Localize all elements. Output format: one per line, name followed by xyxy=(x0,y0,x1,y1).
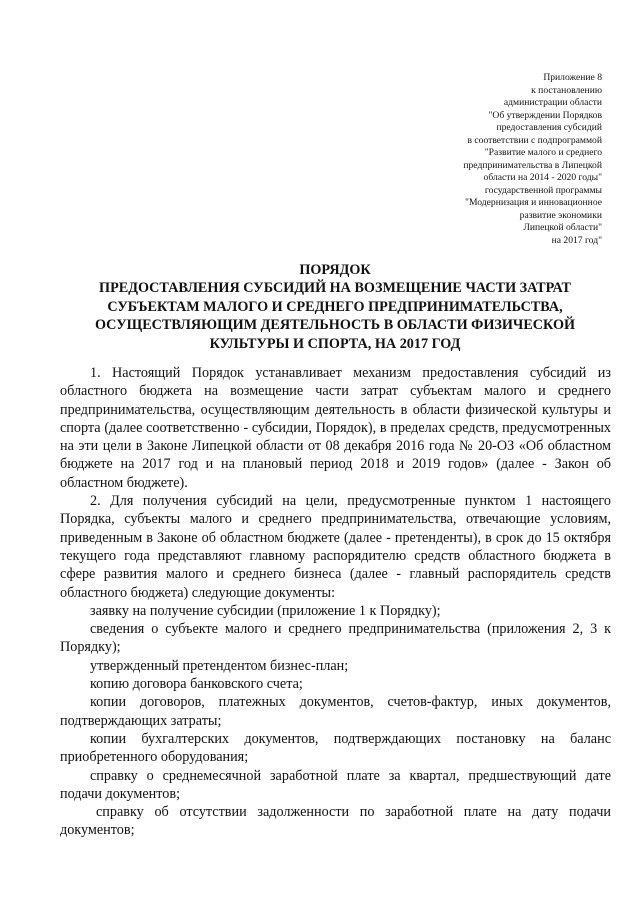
title-line: СУБЪЕКТАМ МАЛОГО И СРЕДНЕГО ПРЕДПРИНИМАТЕЛЬСТВА, xyxy=(107,298,563,315)
appendix-line: Приложение 8 xyxy=(543,72,602,83)
appendix-line: государственной программы xyxy=(484,184,602,196)
title-line: КУЛЬТУРЫ И СПОРТА, НА 2017 ГОД xyxy=(209,335,461,352)
appendix-line: Липецкой области" xyxy=(523,222,602,233)
appendix-header xyxy=(372,72,602,247)
appendix-line: области на 2014 - 2020 годы" xyxy=(483,172,602,183)
title-line: ПОРЯДОК xyxy=(299,262,371,278)
appendix-line: в соответствии с подпрограммой xyxy=(467,134,602,146)
appendix-line: "Модернизация и инновационное xyxy=(465,197,602,208)
paragraph-2: 2. Для получения субсидий на цели, предусмотренные пунктом 1 настоящего Порядка, субъекты малого и среднего предпринимательства, отвечающие условиям, приведенным в Законе об областном бюджете (далее - претенденты), в срок до 15 октября текущего года представляют главному распорядителю средств областного бюджета в сфере развития малого и среднего бизнеса (далее - главный распорядитель средств областного бюджета) следующие документы: xyxy=(60,493,611,601)
list-item-contracts: копии договоров, платежных документов, счетов-фактур, иных документов, подтверждающих затраты; xyxy=(60,694,611,729)
appendix-line: предоставления субсидий xyxy=(496,122,602,133)
appendix-line: на 2017 год" xyxy=(551,234,602,246)
title-line: ОСУЩЕСТВЛЯЮЩИМ ДЕЯТЕЛЬНОСТЬ В ОБЛАСТИ ФИЗИЧЕСКОЙ xyxy=(94,317,576,334)
list-item-business-plan: утвержденный претендентом бизнес-план; xyxy=(90,657,349,674)
appendix-line: "Развитие малого и среднего xyxy=(484,147,602,158)
appendix-line: развитие экономики xyxy=(519,209,602,221)
document-body xyxy=(60,364,611,840)
appendix-line: предпринимательства в Липецкой xyxy=(463,159,602,171)
list-item-application: заявку на получение субсидии (приложение 1 к Порядку); xyxy=(90,602,441,619)
title-line: ПРЕДОСТАВЛЕНИЯ СУБСИДИЙ НА ВОЗМЕЩЕНИЕ ЧАСТИ ЗАТРАТ xyxy=(99,280,571,297)
list-item-no-debt: справку об отсутствии задолженности по заработной плате на дату подачи документов; xyxy=(60,804,611,839)
list-item-info: сведения о субъекте малого и среднего предпринимательства (приложения 2, 3 к Порядку); xyxy=(60,621,611,656)
appendix-line: "Об утверждении Порядков xyxy=(488,109,602,121)
appendix-line: к постановлению xyxy=(531,84,602,96)
paragraph-1: 1. Настоящий Порядок устанавливает механизм предоставления субсидий из областного бюджета на возмещение части затрат субъектам малого и среднего предпринимательства, осуществляющим деятельность в области физической культуры и спорта (далее соответственно - субсидии, Порядок), в пределах средств, предусмотренных на эти цели в Законе Липецкой области от 08 декабря 2016 года № 20-ОЗ «Об областном бюджете на 2017 год и на плановый период 2018 и 2019 годов» (далее - Закон об областном бюджете). xyxy=(60,365,611,491)
list-item-salary: справку о среднемесячной заработной плате за квартал, предшествующий дате подачи документов; xyxy=(60,767,611,802)
list-item-accounting: копии бухгалтерских документов, подтверждающих постановку на баланс приобретенного оборудования; xyxy=(60,730,611,766)
list-item-bank-contract: копию договора банковского счета; xyxy=(90,676,303,693)
appendix-line: администрации области xyxy=(503,97,602,108)
document-title xyxy=(60,261,610,353)
